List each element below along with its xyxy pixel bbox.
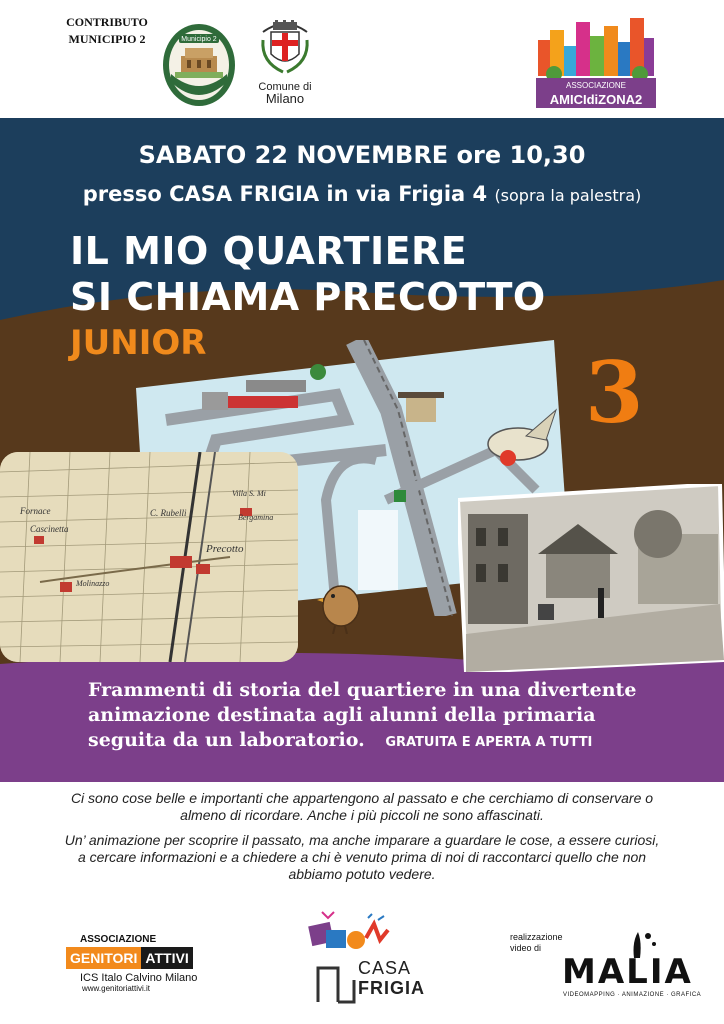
- desc-line3-wrap: [88, 728, 708, 755]
- venue-text: presso CASA FRIGIA in via Frigia 4: [82, 182, 488, 206]
- milano-text: Milano: [265, 91, 305, 106]
- desc-line1: Frammenti di storia del quartiere in una divertente: [88, 679, 637, 701]
- map-label-cascinetta: Cascinetta: [30, 524, 69, 534]
- desc-line3: seguita da un laboratorio.: [88, 729, 365, 751]
- event-title: [70, 228, 546, 320]
- map-label-bergamina: Bergamina: [238, 513, 274, 522]
- ga-left-text: GENITORI: [66, 947, 141, 969]
- video-di-text: video di: [510, 943, 542, 953]
- edition-number: 3: [585, 343, 644, 442]
- historic-map-image: [0, 452, 298, 662]
- free-entry-label: GRATUITA E APERTA A TUTTI: [385, 735, 593, 750]
- comune-milano-logo: [250, 18, 320, 110]
- ga-school-text: ICS Italo Calvino Milano: [80, 972, 198, 984]
- amici-name-text: AMICIdiZONA2: [549, 92, 643, 107]
- amici-assoc-text: ASSOCIAZIONE: [565, 81, 627, 90]
- body-paragraph-1: Ci sono cose belle e importanti che appartengono al passato e che cerchiamo di conservare o almeno di ricordare. Anche i più piccoli ne sono affascinati.: [70, 790, 654, 823]
- title-line2: SI CHIAMA PRECOTTO: [70, 275, 546, 319]
- small-bird-icon: [315, 578, 367, 634]
- contributo-line1: CONTRIBUTO: [66, 15, 148, 29]
- frigia-text: FRIGIA: [358, 978, 425, 998]
- amici-di-zona-logo: [534, 16, 658, 110]
- event-description: [88, 678, 708, 755]
- casa-text: CASA: [358, 958, 412, 978]
- milano-crest-icon: [257, 18, 313, 76]
- historic-photo-image: [458, 484, 724, 672]
- malia-subtitle: VIDEOMAPPING · ANIMAZIONE · GRAFICA: [563, 992, 702, 998]
- body-text: [60, 790, 664, 891]
- contributo-label: [52, 14, 162, 48]
- comune-di-text: Comune di: [258, 81, 312, 93]
- event-venue: [0, 180, 724, 210]
- genitori-attivi-logo: [66, 934, 236, 993]
- realizzazione-label: [510, 932, 563, 954]
- map-label-precotto: Precotto: [206, 543, 244, 555]
- ga-website-text: www.genitoriattivi.it: [82, 984, 151, 993]
- map-label-fornace: Fornace: [20, 506, 51, 516]
- realizzazione-text: realizzazione: [510, 932, 563, 942]
- map-label-molinazzo: Molinazzo: [76, 579, 110, 588]
- body-paragraph-2: Un’ animazione per scoprire il passato, ma anche imparare a guardare le cose, a essere curiosi, a cercare informazioni e a chiedere a chi è venuto prima di noi di raccontarci quello che non abbiamo potuto vedere.: [64, 832, 660, 882]
- map-label-villa: Villa S. Mi: [232, 489, 266, 498]
- municipio-logo: [161, 22, 237, 108]
- malia-logo-text: MALIA: [562, 952, 693, 992]
- event-date: SABATO 22 NOVEMBRE ore 10,30: [138, 141, 586, 169]
- municipio-badge-text: Municipio 2: [181, 36, 217, 43]
- contributo-line2: MUNICIPIO 2: [68, 32, 146, 46]
- ga-right-text: ATTIVI: [141, 947, 192, 969]
- event-subtitle: JUNIOR: [70, 323, 207, 363]
- ga-name-box: [66, 947, 236, 969]
- desc-line2: animazione destinata agli alunni della primaria: [88, 704, 596, 726]
- venue-note: (sopra la palestra): [494, 186, 642, 205]
- map-label-rubelli: C. Rubelli: [150, 508, 187, 518]
- ga-assoc-text: ASSOCIAZIONE: [80, 934, 157, 945]
- title-line1: IL MIO QUARTIERE: [70, 229, 468, 273]
